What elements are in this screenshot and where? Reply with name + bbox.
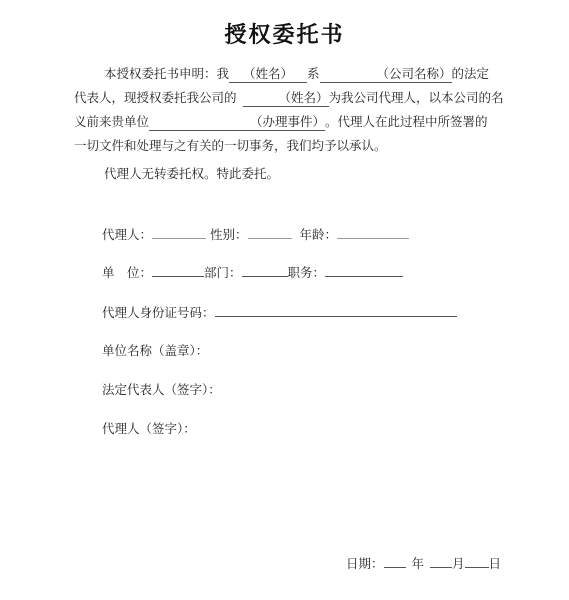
company-hint: （公司名称） — [376, 66, 452, 81]
unit-name-row — [102, 342, 208, 360]
day-label: 日 — [488, 556, 502, 571]
date-row — [346, 553, 501, 573]
agent-name-field[interactable] — [152, 224, 206, 239]
age-label: 年龄： — [299, 227, 338, 242]
statement-text: 一切文件和处理与之有关的一切事务，我们均予以承认。 — [74, 138, 387, 153]
unit-label: 单 位： — [102, 265, 153, 280]
agent-name-blank[interactable] — [243, 90, 329, 107]
name-hint: （姓名） — [278, 90, 329, 105]
unit-name-seal-label: 单位名称（盖章）： — [102, 343, 209, 358]
statement-line-1 — [74, 62, 502, 86]
date-label: 日期： — [346, 556, 384, 571]
document-title: 授权委托书 — [224, 23, 345, 48]
statement-text: 本授权委托书申明：我 — [104, 66, 230, 81]
id-number-label: 代理人身份证号码： — [102, 305, 215, 320]
agent-info-row — [102, 224, 409, 244]
company-name-blank[interactable] — [320, 66, 452, 83]
statement-text: 的法定 — [451, 66, 490, 81]
authorization-statement — [74, 62, 502, 186]
gender-field[interactable] — [248, 224, 292, 239]
unit-info-row — [102, 262, 403, 282]
dept-label: 部门： — [204, 265, 242, 280]
statement-text: 。代理人在此过程中所签署的 — [325, 114, 488, 129]
position-field[interactable] — [325, 262, 403, 277]
statement-line-2 — [74, 86, 502, 110]
matter-hint: （办理事件） — [250, 114, 326, 129]
id-number-row — [102, 302, 457, 322]
agent-signature-label: 代理人（签字）： — [102, 421, 196, 436]
statement-text: 为我公司代理人，以本公司的名 — [328, 90, 504, 105]
matter-blank[interactable] — [149, 114, 325, 131]
statement-line-3 — [74, 110, 502, 134]
name-hint: （姓名） — [243, 66, 294, 81]
dept-field[interactable] — [242, 262, 288, 277]
id-number-field[interactable] — [215, 302, 457, 317]
unit-field[interactable] — [152, 262, 204, 277]
legal-rep-signature-label: 法定代表人（签字）： — [102, 382, 221, 397]
date-day-field[interactable] — [465, 553, 489, 568]
statement-line-5 — [74, 162, 502, 186]
statement-line-4 — [74, 134, 502, 158]
agent-signature-row — [102, 420, 196, 438]
age-field[interactable] — [337, 224, 409, 239]
date-month-field[interactable] — [430, 553, 452, 568]
position-label: 职务： — [287, 265, 326, 280]
legal-rep-row — [102, 381, 221, 399]
principal-name-blank[interactable] — [229, 66, 307, 83]
no-subdelegation-text: 代理人无转委托权。特此委托。 — [104, 166, 280, 181]
agent-label: 代理人： — [102, 227, 153, 242]
statement-text: 义前来贵单位 — [74, 114, 150, 129]
gender-label: 性别： — [210, 227, 248, 242]
year-label: 年 — [411, 556, 425, 571]
statement-text: 代表人，现授权委托我公司的 — [74, 90, 237, 105]
statement-text: 系 — [307, 66, 320, 81]
month-label: 月 — [452, 556, 465, 571]
date-year-field[interactable] — [384, 553, 406, 568]
